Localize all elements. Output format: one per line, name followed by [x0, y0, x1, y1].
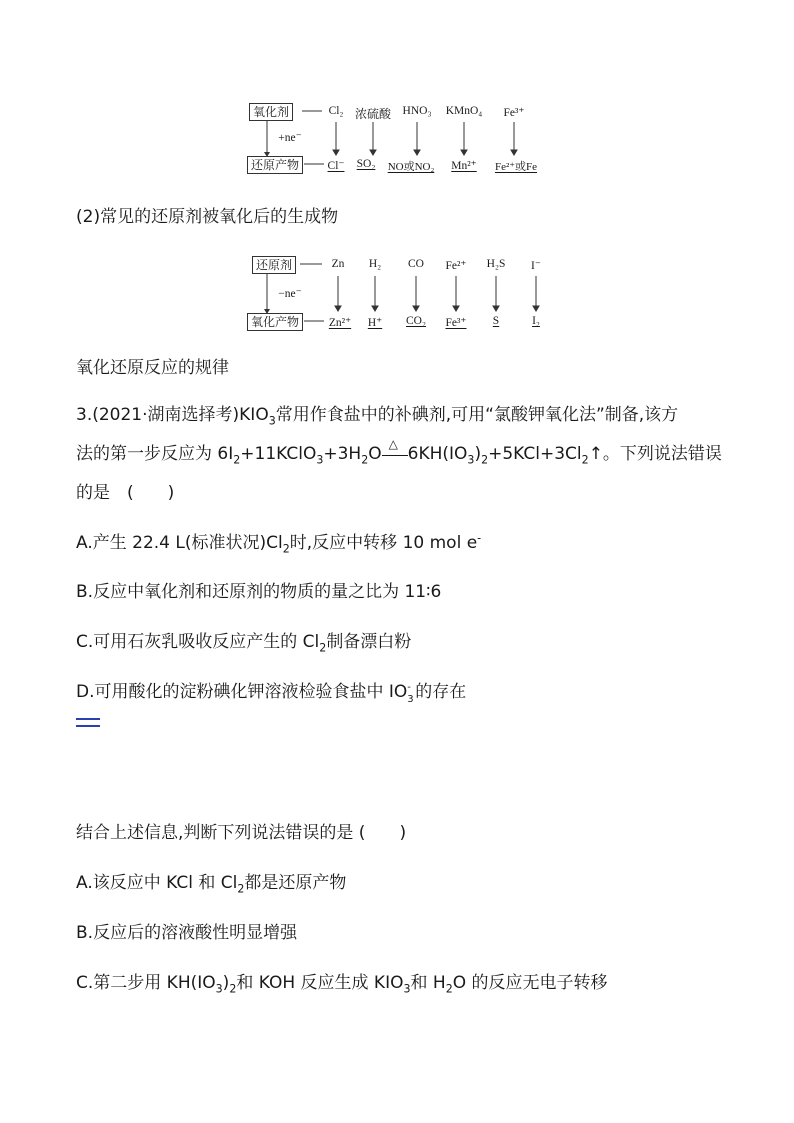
oxidation-product-item: H⁺: [367, 317, 383, 329]
heating-condition-arrow: △: [382, 443, 408, 465]
oxidation-product-item: I₂: [532, 315, 540, 327]
followup-stem: 结合上述信息,判断下列说法错误的是 ( ): [76, 823, 407, 843]
reduction-product-item: Mn²⁺: [451, 160, 477, 172]
reduction-product-item: NO或NO₂: [387, 161, 435, 173]
option-a[interactable]: A.产生 22.4 L(标准状况)$Cl_2$时,反应中转移 10 mol e-: [76, 531, 482, 556]
oxidation-product-item: Zn²⁺: [328, 317, 352, 329]
electron-loss-label: −ne⁻: [278, 288, 302, 300]
reductant-item: H₂: [368, 258, 382, 270]
question-3-line-1: 3.(2021·湖南选择考)$KIO_3$常用作食盐中的补碘剂,可用“氯酸钾氧化法”制备,该方: [76, 405, 679, 428]
followup-option-a[interactable]: A.该反应中 KCl 和 $Cl_2$都是还原产物: [76, 873, 347, 896]
reduction-product-item: Cl⁻: [327, 160, 345, 172]
oxidation-product-item: Fe³⁺: [445, 317, 467, 329]
reductant-item: H₂S: [486, 258, 506, 270]
oxidation-product-item: S: [492, 315, 500, 327]
reduction-product-item: Fe²⁺或Fe: [494, 161, 538, 173]
oxidation-product-box: 氧化产物: [247, 313, 303, 331]
question-3-equation-line: 法的第一步反应为 $6I_2+11KClO_3+3H_2O$ △ $6KH(IO_3)_2+5KCl+3Cl_2↑$。下列说法错误: [76, 437, 722, 467]
oxidant-item: HNO₃: [402, 105, 432, 117]
section-heading: 氧化还原反应的规律: [76, 358, 229, 378]
reduction-product-box: 还原产物: [247, 156, 303, 174]
followup-option-b[interactable]: B.反应后的溶液酸性明显增强: [76, 923, 298, 943]
reductant-item: Zn: [331, 258, 345, 270]
followup-option-c[interactable]: C.第二步用 $KH(IO_3)_2$和 KOH 反应生成 $KIO_3$和 $H_2O$ 的反应无电子转移: [76, 973, 608, 996]
oxidant-item: KMnO₄: [445, 105, 483, 117]
option-d[interactable]: D.可用酸化的淀粉碘化钾溶液检验食盐中 IO - 3 的存在: [76, 682, 467, 705]
reductant-item: I⁻: [531, 260, 541, 272]
reduction-product-item: SO₂: [356, 158, 376, 170]
oxidant-item: Cl₂: [328, 105, 344, 117]
reductant-item: CO: [408, 258, 424, 270]
section-2-title: (2)常见的还原剂被氧化后的生成物: [76, 207, 339, 227]
oxidant-box: 氧化剂: [249, 103, 293, 121]
question-3-line-3: 的是 ( ): [76, 483, 175, 503]
oxidant-item: Fe³⁺: [503, 107, 525, 119]
option-c[interactable]: C.可用石灰乳吸收反应产生的 $Cl_2$制备漂白粉: [76, 632, 412, 655]
oxidation-product-item: CO₂: [406, 315, 426, 327]
oxidant-item: 浓硫酸: [354, 107, 392, 121]
option-b[interactable]: B.反应中氧化剂和还原剂的物质的量之比为 11∶6: [76, 582, 442, 602]
electron-gain-label: +ne⁻: [278, 132, 302, 144]
equals-mark: [76, 718, 100, 727]
reductant-item: Fe²⁺: [445, 260, 467, 272]
reductant-box: 还原剂: [252, 256, 296, 274]
